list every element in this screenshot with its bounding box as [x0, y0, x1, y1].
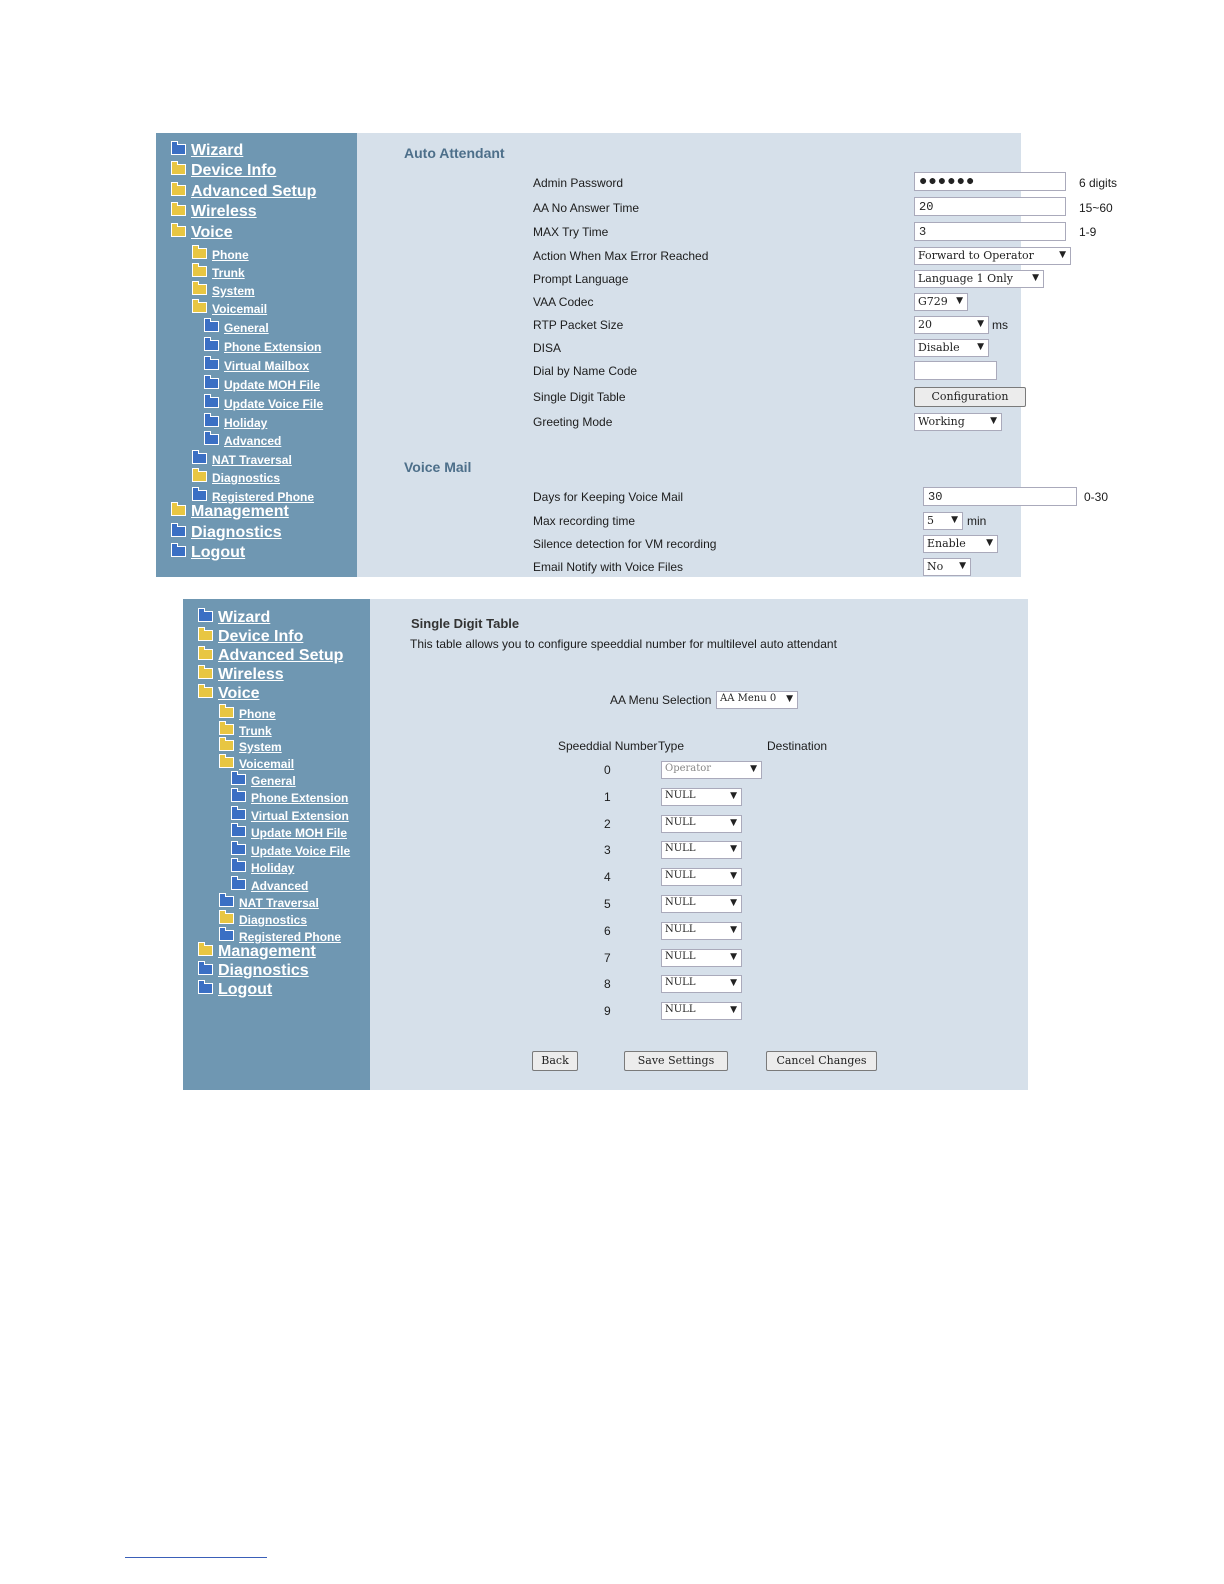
- sidebar-item-update-moh-file[interactable]: [204, 376, 320, 394]
- days-keeping-hint: 0-30: [1084, 490, 1109, 504]
- sidebar-item-voicemail[interactable]: [192, 300, 267, 318]
- folder-open-icon: [171, 205, 186, 216]
- speeddial-type-select: Operator ▼: [661, 761, 762, 779]
- greeting-mode-label: Greeting Mode: [533, 415, 613, 429]
- sidebar-item-phone-extension[interactable]: [231, 789, 348, 807]
- max-recording-unit: min: [967, 514, 987, 528]
- footnote-separator: [125, 1557, 267, 1558]
- vaa-codec-select[interactable]: G729 ▼: [914, 293, 968, 311]
- folder-open-icon: [171, 164, 186, 175]
- sidebar-item-wireless[interactable]: [198, 666, 284, 684]
- chevron-down-icon: ▼: [730, 1005, 737, 1016]
- sidebar-item-label[interactable]: Voice: [191, 224, 233, 241]
- speeddial-type-select[interactable]: NULL ▼: [661, 975, 742, 993]
- sidebar-item-label[interactable]: Device Info: [191, 162, 277, 179]
- sidebar-item-label[interactable]: Phone Extension: [224, 340, 322, 354]
- speeddial-number: 1: [604, 789, 611, 804]
- speeddial-number: 9: [604, 1004, 611, 1019]
- sidebar-item-label[interactable]: Management: [191, 503, 289, 520]
- sidebar-item-label[interactable]: Update Voice File: [251, 844, 351, 858]
- speeddial-number: 3: [604, 843, 611, 858]
- chevron-down-icon: ▼: [786, 694, 793, 704]
- cancel-changes-button[interactable]: Cancel Changes: [766, 1051, 877, 1071]
- chevron-down-icon: ▼: [730, 951, 737, 962]
- sidebar-item-diagnostics[interactable]: [219, 911, 307, 929]
- sidebar-nav: [156, 133, 357, 577]
- folder-open-icon: [219, 707, 234, 718]
- sidebar-item-wireless[interactable]: [171, 203, 257, 221]
- sidebar-item-device-info[interactable]: [171, 162, 276, 180]
- admin-password-label: Admin Password: [533, 176, 624, 190]
- speeddial-number: 5: [604, 897, 611, 911]
- sidebar-item-voice[interactable]: [171, 224, 233, 242]
- sidebar-item-label[interactable]: Virtual Extension: [251, 809, 349, 823]
- sidebar-item-diagnostics[interactable]: [192, 469, 280, 487]
- sidebar-item-system[interactable]: [219, 738, 282, 756]
- sidebar-item-logout[interactable]: [198, 981, 272, 999]
- folder-open-icon: [192, 248, 207, 259]
- sidebar-item-general[interactable]: [204, 319, 269, 337]
- sidebar-item-label[interactable]: Logout: [191, 544, 246, 561]
- sidebar-item-label[interactable]: Voicemail: [239, 757, 295, 771]
- sidebar-item-label[interactable]: Wizard: [191, 142, 244, 159]
- sidebar-item-label[interactable]: Registered Phone: [239, 930, 342, 944]
- sidebar-item-label[interactable]: Update MOH File: [251, 826, 348, 840]
- sidebar-item-label[interactable]: Phone: [212, 248, 249, 262]
- folder-icon: [198, 611, 213, 622]
- speeddial-type-select[interactable]: NULL ▼: [661, 895, 742, 913]
- sidebar-item-device-info[interactable]: [198, 628, 303, 646]
- max-try-label: MAX Try Time: [533, 225, 609, 239]
- sidebar-item-advanced[interactable]: [204, 432, 281, 450]
- sidebar-item-label[interactable]: System: [212, 284, 255, 298]
- folder-icon: [231, 809, 246, 820]
- folder-open-icon: [171, 185, 186, 196]
- sidebar-item-label[interactable]: Diagnostics: [218, 962, 309, 979]
- sidebar-item-label[interactable]: Diagnostics: [212, 471, 281, 485]
- table-description: This table allows you to configure speeddial number for multilevel auto attendant: [410, 637, 837, 651]
- folder-open-icon: [192, 266, 207, 277]
- speeddial-type-select[interactable]: NULL ▼: [661, 815, 742, 833]
- back-button[interactable]: Back: [532, 1051, 578, 1071]
- folder-open-icon: [219, 740, 234, 751]
- chevron-down-icon: ▼: [986, 538, 993, 548]
- chevron-down-icon: ▼: [730, 978, 737, 989]
- sidebar-item-holiday[interactable]: [231, 859, 294, 877]
- sidebar-item-label[interactable]: Registered Phone: [212, 490, 315, 504]
- chevron-down-icon: ▼: [730, 844, 737, 855]
- sidebar-item-label[interactable]: Phone: [239, 707, 276, 721]
- sidebar-item-label[interactable]: Wireless: [218, 666, 284, 683]
- screenshot-single-digit-table: [183, 599, 1028, 1090]
- sidebar-item-trunk[interactable]: [192, 264, 245, 282]
- dial-by-name-label: Dial by Name Code: [533, 364, 638, 378]
- folder-open-icon: [219, 724, 234, 735]
- prompt-language-select[interactable]: Language 1 Only ▼: [914, 270, 1044, 288]
- sidebar-item-label[interactable]: System: [239, 740, 282, 754]
- sidebar-item-label[interactable]: Diagnostics: [191, 524, 282, 541]
- sidebar-item-label[interactable]: Advanced Setup: [191, 183, 317, 200]
- folder-open-icon: [198, 945, 213, 956]
- disa-select[interactable]: Disable ▼: [914, 339, 989, 357]
- chevron-down-icon: ▼: [730, 898, 737, 908]
- single-digit-table-label: Single Digit Table: [533, 390, 626, 404]
- speeddial-type-select[interactable]: NULL ▼: [661, 949, 742, 967]
- folder-open-icon: [192, 302, 207, 313]
- folder-icon: [204, 321, 219, 332]
- sidebar-item-diagnostics[interactable]: [198, 962, 309, 980]
- prompt-language-label: Prompt Language: [533, 272, 629, 286]
- folder-icon: [231, 861, 246, 872]
- sidebar-item-virtual-mailbox[interactable]: [204, 357, 309, 375]
- no-answer-time-hint: 15~60: [1079, 201, 1113, 215]
- email-notify-select[interactable]: No ▼: [923, 558, 971, 576]
- sidebar-nav: [183, 599, 370, 1090]
- speeddial-type-select[interactable]: NULL ▼: [661, 841, 742, 859]
- sidebar-item-holiday[interactable]: [204, 414, 267, 432]
- col-header-speeddial-number: Speeddial Number: [558, 739, 658, 753]
- folder-icon: [204, 434, 219, 445]
- sidebar-item-update-voice-file[interactable]: [231, 842, 350, 860]
- chevron-down-icon: ▼: [750, 764, 757, 774]
- folder-icon: [219, 896, 234, 907]
- folder-icon: [171, 144, 186, 155]
- sidebar-item-logout[interactable]: [171, 544, 245, 562]
- section-title-single-digit-table: Single Digit Table: [411, 616, 520, 631]
- folder-open-icon: [198, 668, 213, 679]
- max-recording-select[interactable]: 5 ▼: [923, 512, 963, 530]
- speeddial-type-select[interactable]: NULL ▼: [661, 1002, 742, 1020]
- sidebar-item-advanced-setup[interactable]: [198, 647, 343, 665]
- sidebar-item-diagnostics[interactable]: [171, 524, 282, 542]
- chevron-down-icon: ▼: [977, 319, 984, 329]
- aa-menu-selection-label: AA Menu Selection: [610, 693, 712, 707]
- chevron-down-icon: ▼: [1059, 250, 1066, 260]
- main-content: [357, 133, 1118, 577]
- sidebar-item-update-moh-file[interactable]: [231, 824, 347, 842]
- sidebar-item-nat-traversal[interactable]: [219, 894, 319, 912]
- sidebar-item-label[interactable]: Wireless: [191, 203, 257, 220]
- sidebar-item-label[interactable]: Trunk: [212, 266, 245, 280]
- speeddial-number: 7: [604, 950, 611, 965]
- folder-icon: [231, 844, 246, 855]
- sidebar-item-phone[interactable]: [219, 705, 276, 723]
- folder-icon: [192, 490, 207, 501]
- max-try-hint: 1-9: [1079, 225, 1097, 239]
- chevron-down-icon: ▼: [1032, 273, 1039, 283]
- chevron-down-icon: ▼: [730, 871, 737, 882]
- sidebar-item-label[interactable]: Device Info: [218, 628, 304, 645]
- days-keeping-label: Days for Keeping Voice Mail: [533, 490, 684, 504]
- sidebar-item-label[interactable]: Advanced: [224, 434, 282, 448]
- chevron-down-icon: ▼: [956, 296, 963, 306]
- email-notify-label: Email Notify with Voice Files: [533, 560, 684, 574]
- screenshot-auto-attendant: [156, 133, 1118, 577]
- sidebar-item-label[interactable]: Trunk: [239, 724, 272, 738]
- folder-open-icon: [198, 649, 213, 660]
- sidebar-item-label[interactable]: Update MOH File: [224, 378, 321, 392]
- sidebar-item-system[interactable]: [192, 282, 255, 300]
- col-header-type: Type: [658, 739, 685, 753]
- max-error-select[interactable]: Forward to Operator ▼: [914, 247, 1071, 265]
- days-keeping-input[interactable]: 30: [923, 487, 1077, 506]
- speeddial-number: 8: [604, 977, 611, 992]
- aa-menu-selection-select[interactable]: AA Menu 0 ▼: [716, 691, 798, 709]
- silence-detection-select[interactable]: Enable ▼: [923, 535, 998, 553]
- save-settings-button[interactable]: Save Settings: [624, 1051, 728, 1071]
- sidebar-item-label[interactable]: General: [251, 774, 296, 788]
- folder-open-icon: [192, 471, 207, 482]
- folder-icon: [231, 774, 246, 785]
- vaa-codec-label: VAA Codec: [533, 295, 594, 309]
- folder-icon: [204, 359, 219, 370]
- rtp-unit: ms: [992, 318, 1008, 332]
- folder-open-icon: [219, 757, 234, 768]
- sidebar-item-label[interactable]: Logout: [218, 981, 273, 998]
- sidebar-item-label[interactable]: Holiday: [251, 861, 295, 875]
- sidebar-item-label[interactable]: Voicemail: [212, 302, 268, 316]
- disa-label: DISA: [533, 341, 562, 355]
- sidebar-item-label[interactable]: Update Voice File: [224, 397, 324, 411]
- sidebar-item-label[interactable]: Holiday: [224, 416, 268, 430]
- sidebar-item-management[interactable]: [171, 503, 289, 521]
- sidebar-item-voice[interactable]: [198, 685, 260, 703]
- max-recording-label: Max recording time: [533, 514, 636, 528]
- speeddial-type-select[interactable]: NULL ▼: [661, 922, 742, 940]
- sidebar-item-virtual-mailbox[interactable]: [231, 807, 349, 825]
- sidebar-item-label[interactable]: NAT Traversal: [239, 896, 319, 910]
- sidebar-item-label[interactable]: General: [224, 321, 269, 335]
- speeddial-type-select[interactable]: NULL ▼: [661, 788, 742, 806]
- sidebar-item-nat-traversal[interactable]: [192, 451, 292, 469]
- sidebar-item-label[interactable]: Voice: [218, 685, 260, 702]
- sidebar-item-phone-extension[interactable]: [204, 338, 321, 356]
- rtp-packet-size-label: RTP Packet Size: [533, 318, 624, 332]
- folder-icon: [198, 964, 213, 975]
- admin-password-input[interactable]: ●●●●●●: [914, 172, 1066, 191]
- silence-detection-label: Silence detection for VM recording: [533, 537, 717, 551]
- main-content: [370, 599, 1028, 1090]
- sidebar-item-label[interactable]: Advanced Setup: [218, 647, 344, 664]
- sidebar-item-wizard[interactable]: [198, 609, 270, 627]
- folder-icon: [192, 453, 207, 464]
- sidebar-item-label[interactable]: Phone Extension: [251, 791, 349, 805]
- configuration-button[interactable]: Configuration: [914, 387, 1026, 407]
- folder-icon: [198, 983, 213, 994]
- speeddial-number: 6: [604, 923, 611, 938]
- folder-icon: [204, 378, 219, 389]
- no-answer-time-input[interactable]: 20: [914, 197, 1066, 216]
- sidebar-item-label[interactable]: Wizard: [218, 609, 271, 626]
- max-error-label: Action When Max Error Reached: [533, 249, 709, 263]
- folder-open-icon: [171, 226, 186, 237]
- speeddial-number: 2: [604, 816, 611, 831]
- col-header-destination: Destination: [767, 739, 828, 753]
- admin-password-hint: 6 digits: [1079, 176, 1118, 190]
- sidebar-item-label[interactable]: NAT Traversal: [212, 453, 292, 467]
- sidebar-item-label[interactable]: Virtual Mailbox: [224, 359, 310, 373]
- sidebar-item-general[interactable]: [231, 772, 296, 790]
- max-try-input[interactable]: 3: [914, 222, 1066, 241]
- dial-by-name-input[interactable]: [914, 361, 997, 380]
- sidebar-item-label[interactable]: Advanced: [251, 879, 309, 893]
- sidebar-item-update-voice-file[interactable]: [204, 395, 323, 413]
- greeting-mode-select[interactable]: Working ▼: [914, 413, 1002, 431]
- speeddial-type-select[interactable]: NULL ▼: [661, 868, 742, 886]
- chevron-down-icon: ▼: [977, 342, 984, 352]
- folder-icon: [171, 546, 186, 557]
- folder-open-icon: [171, 505, 186, 516]
- chevron-down-icon: ▼: [730, 790, 737, 801]
- folder-open-icon: [219, 913, 234, 924]
- folder-icon: [204, 397, 219, 408]
- folder-open-icon: [198, 687, 213, 698]
- chevron-down-icon: ▼: [730, 924, 737, 935]
- speeddial-number: 0: [604, 763, 611, 777]
- folder-icon: [231, 879, 246, 890]
- folder-icon: [219, 930, 234, 941]
- sidebar-item-label[interactable]: Management: [218, 943, 316, 960]
- section-title-voice-mail: Voice Mail: [404, 459, 472, 475]
- sidebar-item-advanced-setup[interactable]: [171, 183, 316, 201]
- folder-icon: [204, 340, 219, 351]
- folder-icon: [171, 526, 186, 537]
- folder-icon: [231, 826, 246, 837]
- folder-icon: [231, 791, 246, 802]
- sidebar-item-wizard[interactable]: [171, 142, 243, 160]
- sidebar-item-advanced[interactable]: [231, 877, 308, 895]
- speeddial-number: 4: [604, 870, 611, 885]
- chevron-down-icon: ▼: [951, 515, 958, 525]
- no-answer-time-label: AA No Answer Time: [533, 201, 640, 215]
- folder-open-icon: [192, 284, 207, 295]
- folder-icon: [204, 416, 219, 427]
- rtp-packet-size-select[interactable]: 20 ▼: [914, 316, 989, 334]
- sidebar-item-phone[interactable]: [192, 246, 249, 264]
- chevron-down-icon: ▼: [990, 416, 997, 426]
- sidebar-item-management[interactable]: [198, 943, 316, 961]
- sidebar-item-label[interactable]: Diagnostics: [239, 913, 308, 927]
- folder-open-icon: [198, 630, 213, 641]
- chevron-down-icon: ▼: [730, 817, 737, 828]
- chevron-down-icon: ▼: [959, 561, 966, 571]
- section-title-auto-attendant: Auto Attendant: [404, 145, 505, 161]
